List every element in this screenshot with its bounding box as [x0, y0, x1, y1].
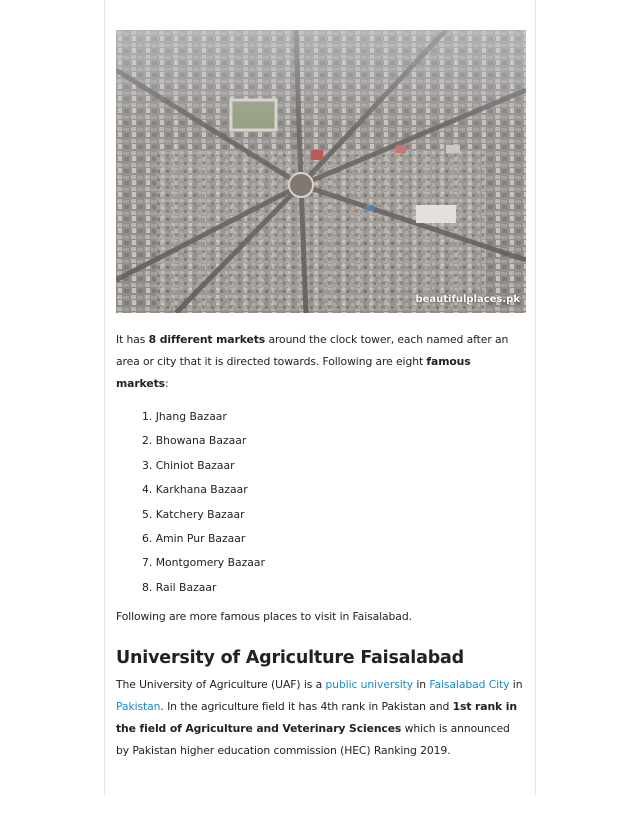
list-item: 8. Rail Bazaar — [142, 580, 217, 594]
intro-text-end: : — [164, 377, 169, 390]
aerial-city-photo — [116, 30, 526, 313]
intro-text: It has — [116, 333, 149, 346]
more-places-paragraph: Following are more famous places to visit in Faisalabad. — [116, 610, 412, 624]
uaf-bold-ranking: 1st rank in the field of Agriculture and Veterinary Sciences — [116, 700, 517, 736]
list-item: 4. Karkhana Bazaar — [142, 483, 248, 497]
uaf-text: which is announced by Pakistan higher education commission (HEC) Ranking 2019. — [116, 722, 510, 758]
section-heading: University of Agriculture Faisalabad — [116, 648, 464, 669]
list-item: 6. Amin Pur Bazaar — [142, 532, 246, 546]
uaf-text: in — [413, 678, 430, 692]
aerial-photo-illustration — [116, 30, 526, 313]
uaf-text: The University of Agriculture (UAF) is a — [116, 678, 326, 692]
article-content — [116, 30, 526, 762]
markets-list — [116, 405, 526, 600]
list-item: 7. Montgomery Bazaar — [142, 556, 265, 570]
link-public-university[interactable]: public university — [325, 678, 414, 692]
list-item: 1. Jhang Bazaar — [142, 410, 227, 423]
intro-bold-markets-count: 8 different markets — [148, 333, 266, 346]
list-item: 2. Bhowana Bazaar — [142, 434, 247, 448]
intro-bold-famous-markets: famous markets — [116, 355, 471, 390]
markets-intro-paragraph — [116, 329, 526, 395]
photo-watermark: beautifulplaces.pk — [415, 294, 520, 305]
link-faisalabad-city[interactable]: Faisalabad City — [429, 678, 510, 692]
link-pakistan[interactable]: Pakistan — [116, 700, 161, 714]
intro-text-mid: around the clock tower, each named after an area or city that it is directed towards. Following are eight — [116, 333, 509, 368]
list-item: 3. Chiniot Bazaar — [142, 458, 235, 472]
list-item: 5. Katchery Bazaar — [142, 507, 245, 521]
uaf-text: in — [509, 678, 523, 692]
uaf-text: . In the agriculture field it has 4th rank in Pakistan and — [160, 700, 453, 714]
document-page — [104, 0, 536, 796]
uaf-paragraph — [116, 674, 526, 762]
